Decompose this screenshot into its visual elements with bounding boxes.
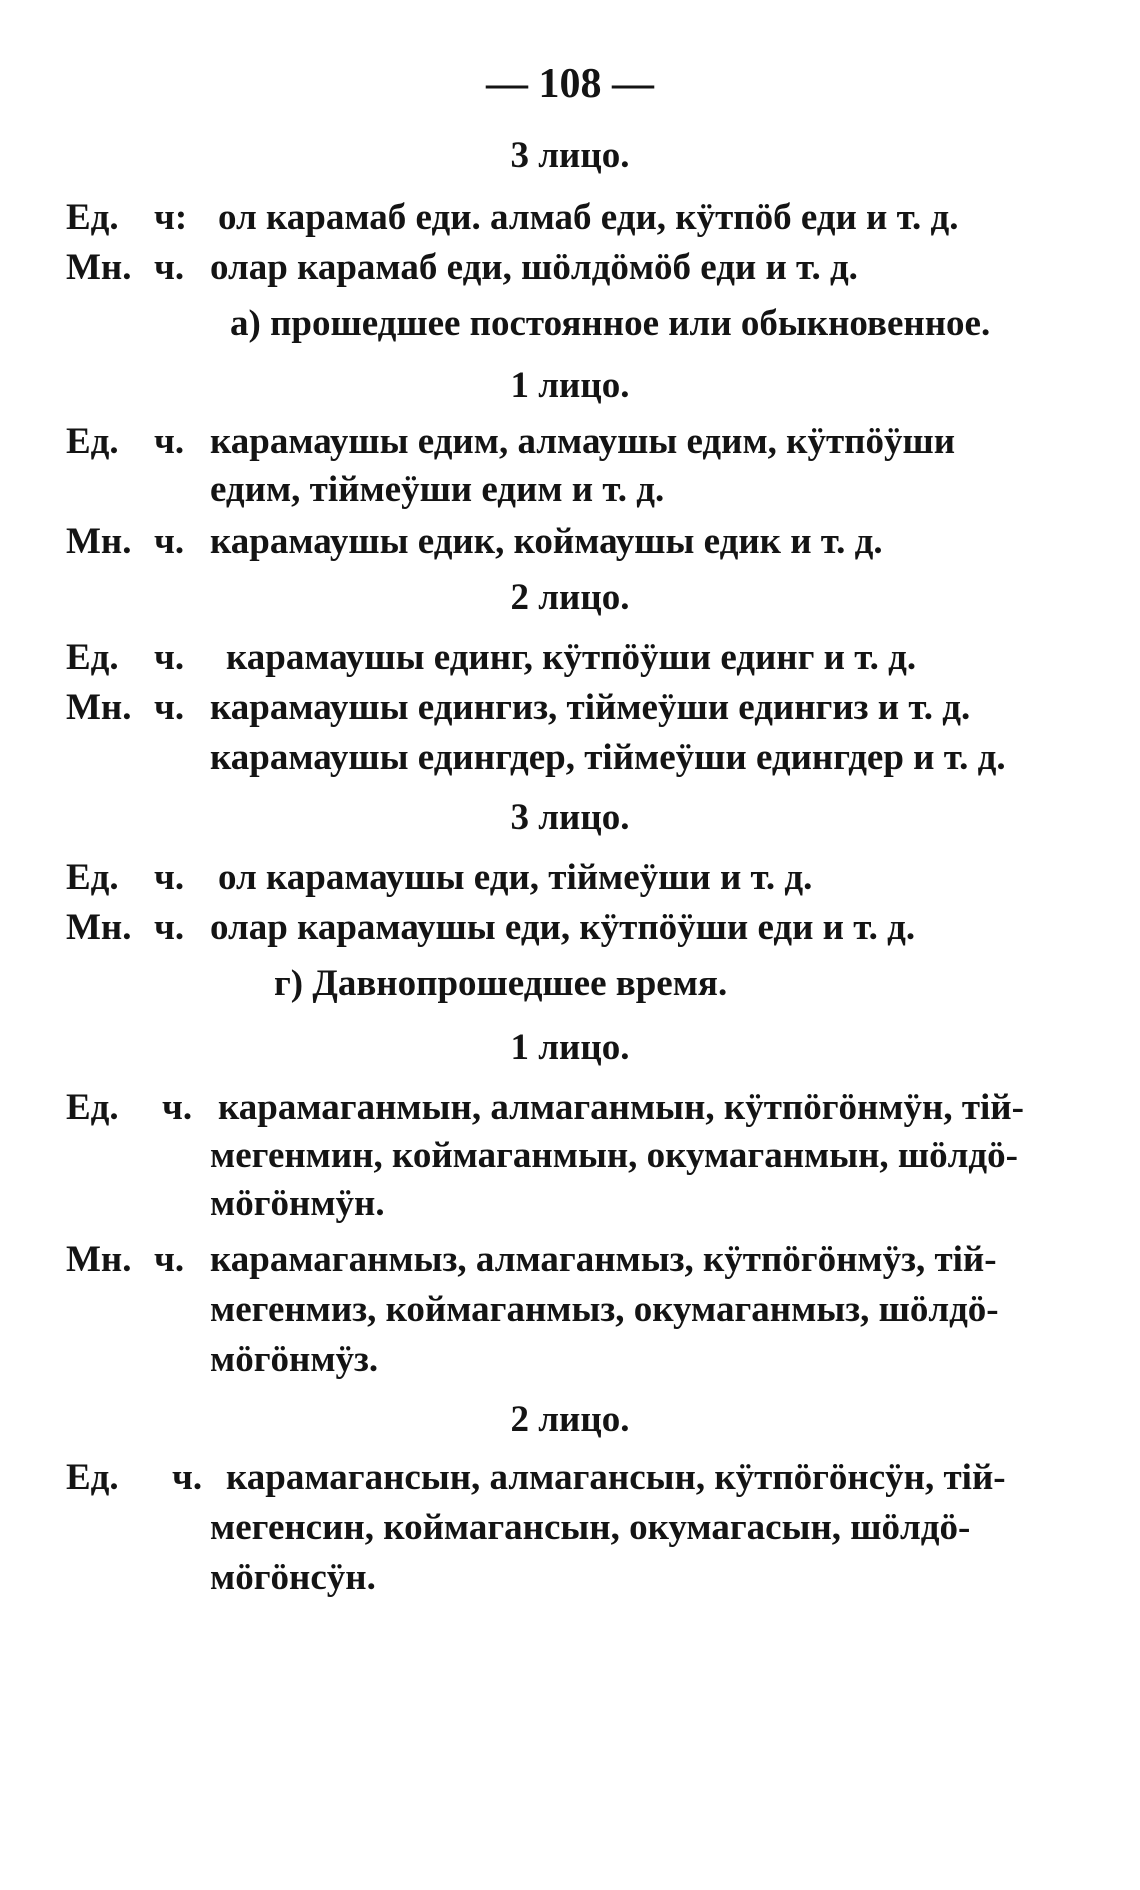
section-heading-g: г) Давнопрошедшее время. [274, 963, 728, 1004]
conjugation-text: олар карамаушы еди, кӱтпӧӱши еди и т. д. [210, 907, 916, 948]
heading-2-person: 2 лицо. [510, 577, 630, 618]
row-label-number: ч. [154, 637, 185, 678]
conjugation-text: карамаганмын, алмаганмын, кӱтпӧгӧнмӱн, тій- [218, 1087, 1024, 1128]
heading-2-person: 2 лицо. [510, 1399, 630, 1440]
row-label-number: ч. [162, 1087, 193, 1128]
row-label-singular: Ед. [66, 637, 119, 678]
conjugation-text-continued: мӧгӧнмӱн. [210, 1183, 385, 1224]
row-label-singular: Ед. [66, 197, 119, 238]
heading-3-person: 3 лицо. [510, 135, 630, 176]
conjugation-text: карамаушы едим, алмаушы едим, кӱтпӧӱши [210, 421, 956, 462]
heading-1-person: 1 лицо. [510, 1027, 630, 1068]
row-label-number: ч. [154, 1239, 185, 1280]
conjugation-text-continued: мегенмин, коймаганмын, окумаганмын, шӧлдӧ- [210, 1135, 1018, 1176]
row-label-number: ч. [154, 247, 185, 288]
conjugation-text: ол карамаб еди. алмаб еди, кӱтпӧб еди и т. д. [218, 197, 959, 238]
conjugation-text: карамаушы едик, коймаушы едик и т. д. [210, 521, 883, 562]
conjugation-text: карамагансын, алмагансын, кӱтпӧгӧнсӱн, тій- [226, 1457, 1006, 1498]
row-label-singular: Ед. [66, 857, 119, 898]
heading-3-person: 3 лицо. [510, 797, 630, 838]
row-label-plural: Мн. [66, 907, 132, 948]
row-label-number: ч. [154, 907, 185, 948]
conjugation-text-continued: мегенсин, коймагансын, окумагасын, шӧлдӧ- [210, 1507, 971, 1548]
row-label-number: ч. [154, 521, 185, 562]
page-number: — 108 — [486, 61, 654, 107]
conjugation-text: карамаушы едингиз, тіймеӱши едингиз и т. д. [210, 687, 971, 728]
row-label-singular: Ед. [66, 421, 119, 462]
row-label-plural: Мн. [66, 687, 132, 728]
row-label-number: ч. [154, 421, 185, 462]
conjugation-text-continued: мегенмиз, коймаганмыз, окумаганмыз, шӧлдӧ- [210, 1289, 999, 1330]
row-label-number: ч. [154, 687, 185, 728]
conjugation-text-continued: мӧгӧнсӱн. [210, 1557, 376, 1598]
section-heading-a: а) прошедшее постоянное или обыкновенное. [230, 303, 991, 344]
row-label-number: ч. [154, 857, 185, 898]
conjugation-text: карамаушы единг, кӱтпӧӱши единг и т. д. [226, 637, 917, 678]
row-label-number: ч: [154, 197, 188, 238]
conjugation-text: ол карамаушы еди, тіймеӱши и т. д. [218, 857, 813, 898]
row-label-singular: Ед. [66, 1087, 119, 1128]
conjugation-text: карамаганмыз, алмаганмыз, кӱтпӧгӧнмӱз, тій- [210, 1239, 997, 1280]
row-label-singular: Ед. [66, 1457, 119, 1498]
row-label-plural: Мн. [66, 1239, 132, 1280]
conjugation-text-continued: едим, тіймеӱши едим и т. д. [210, 469, 665, 510]
heading-1-person: 1 лицо. [510, 365, 630, 406]
row-label-plural: Мн. [66, 247, 132, 288]
conjugation-text-continued: карамаушы едингдер, тіймеӱши едингдер и т. д. [210, 737, 1006, 778]
conjugation-text-continued: мӧгӧнмӱз. [210, 1339, 379, 1380]
row-label-plural: Мн. [66, 521, 132, 562]
row-label-number: ч. [172, 1457, 203, 1498]
conjugation-text: олар карамаб еди, шӧлдӧмӧб еди и т. д. [210, 247, 858, 288]
